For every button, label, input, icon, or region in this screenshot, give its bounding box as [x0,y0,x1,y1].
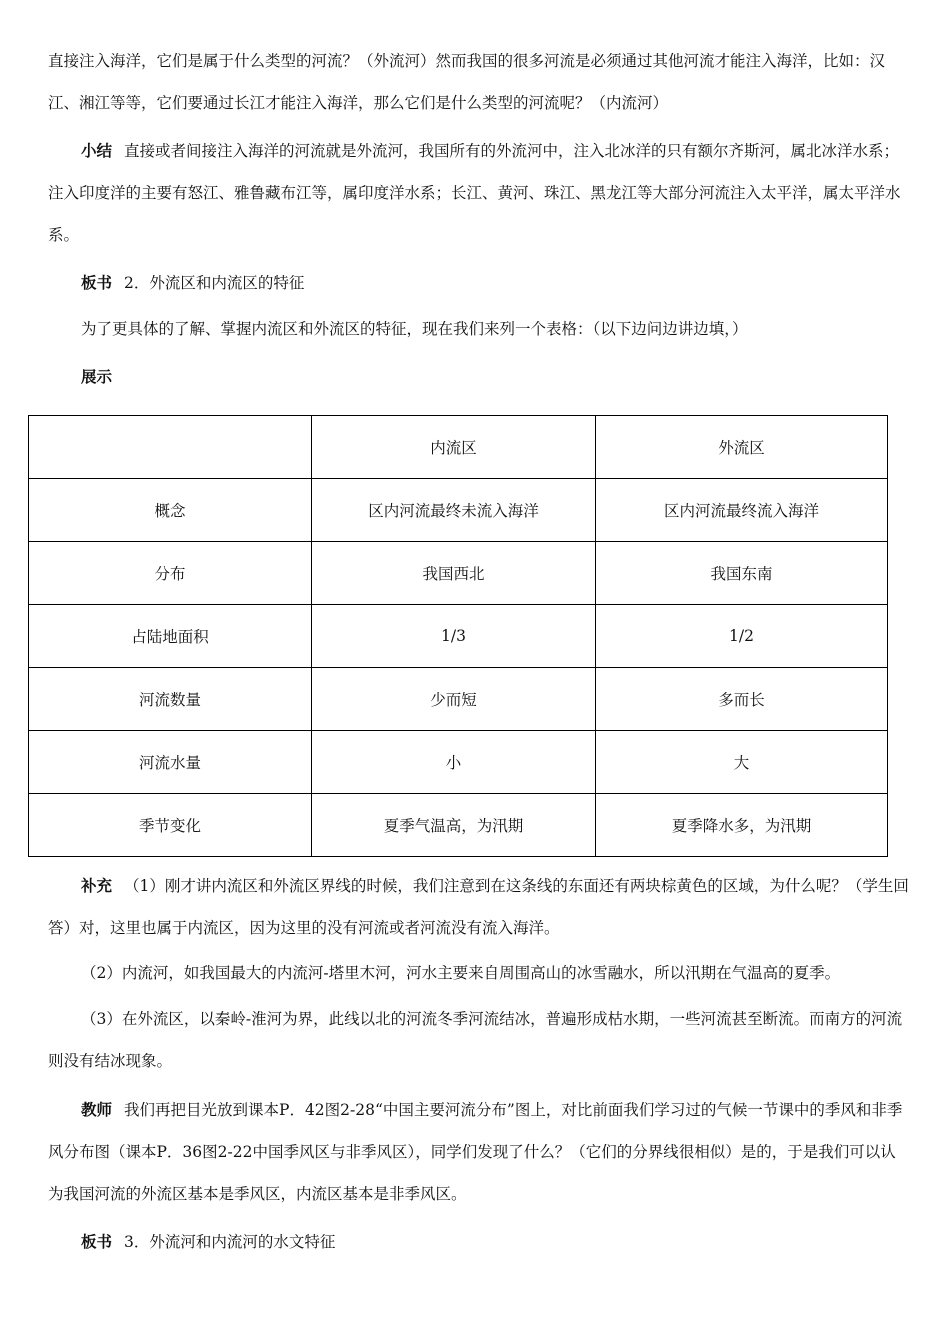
table-header-cell: 外流区 [596,416,888,479]
paragraph-supplement-1 [48,865,910,949]
comparison-table [28,415,888,857]
table-cell: 大 [596,731,888,794]
table-row-label: 占陆地面积 [29,605,312,668]
table-row [29,479,888,542]
paragraph-intro-continued [48,40,910,124]
table-cell: 夏季降水多，为汛期 [596,794,888,857]
table-cell: 1/3 [312,605,596,668]
paragraph-show [48,356,910,398]
table-row [29,542,888,605]
paragraph-table-intro [48,308,910,350]
table-cell: 区内河流最终未流入海洋 [312,479,596,542]
table-cell: 多而长 [596,668,888,731]
supplement-text-3: （3）在外流区，以秦岭-淮河为界，此线以北的河流冬季河流结冰，普遍形成枯水期，一些河流甚至断流。而南方的河流则没有结冰现象。 [48,1010,903,1070]
summary-label: 小结 [81,141,113,160]
table-cell: 少而短 [312,668,596,731]
table-row-label: 河流水量 [29,731,312,794]
table-header-cell [29,416,312,479]
supplement-label: 补充 [81,876,113,895]
table-row-label: 季节变化 [29,794,312,857]
table-cell: 我国东南 [596,542,888,605]
paragraph-summary [48,130,910,256]
table-row-label: 河流数量 [29,668,312,731]
paragraph-supplement-3 [48,998,910,1082]
table-row [29,794,888,857]
paragraph-supplement-2 [48,952,910,994]
table-row-label: 分布 [29,542,312,605]
show-label: 展示 [81,367,113,386]
table-cell: 小 [312,731,596,794]
table-cell: 夏季气温高，为汛期 [312,794,596,857]
teacher-text: 我们再把目光放到课本P．42图2-28“中国主要河流分布”图上，对比前面我们学习过的气候一节课中的季风和非季风分布图（课本P．36图2-22中国季风区与非季风区），同学们发现了什么？（它们的分界线很相似）是的，于是我们可以认为我国河流的外流区基本是季风区，内流区基本是非季风区。 [48,1101,903,1203]
supplement-text-1: （1）刚才讲内流区和外流区界线的时候，我们注意到在这条线的东面还有两块棕黄色的区域，为什么呢？（学生回答）对，这里也属于内流区，因为这里的没有河流或者河流没有流入海洋。 [48,877,909,937]
board-label: 板书 [81,1232,113,1251]
supplement-text-2: （2）内流河，如我国最大的内流河-塔里木河，河水主要来自周围高山的冰雪融水，所以汛期在气温高的夏季。 [81,964,841,982]
table-row [29,668,888,731]
paragraph-teacher [48,1089,910,1215]
board-text: 3．外流河和内流河的水文特征 [124,1233,336,1251]
board-text: 2．外流区和内流区的特征 [124,274,305,292]
paragraph-board-2 [48,1221,910,1263]
table-cell: 区内河流最终流入海洋 [596,479,888,542]
table-row [29,731,888,794]
summary-text: 直接或者间接注入海洋的河流就是外流河，我国所有的外流河中，注入北冰洋的只有额尔齐斯河，属北冰洋水系；注入印度洋的主要有怒江、雅鲁藏布江等，属印度洋水系；长江、黄河、珠江、黑龙江等大部分河流注入太平洋，属太平洋水系。 [48,142,901,244]
table-cell: 我国西北 [312,542,596,605]
board-label: 板书 [81,273,113,292]
paragraph-board-1 [48,262,910,304]
table-row [29,605,888,668]
table-row-label: 概念 [29,479,312,542]
table-cell: 1/2 [596,605,888,668]
table-header-row [29,416,888,479]
table-header-cell: 内流区 [312,416,596,479]
paragraph-text: 直接注入海洋，它们是属于什么类型的河流？（外流河）然而我国的很多河流是必须通过其他河流才能注入海洋，比如：汉江、湘江等等，它们要通过长江才能注入海洋，那么它们是什么类型的河流呢？（内流河） [48,52,886,112]
teacher-label: 教师 [81,1100,113,1119]
table-intro-text: 为了更具体的了解、掌握内流区和外流区的特征，现在我们来列一个表格：（以下边问边讲边填，） [81,320,748,338]
